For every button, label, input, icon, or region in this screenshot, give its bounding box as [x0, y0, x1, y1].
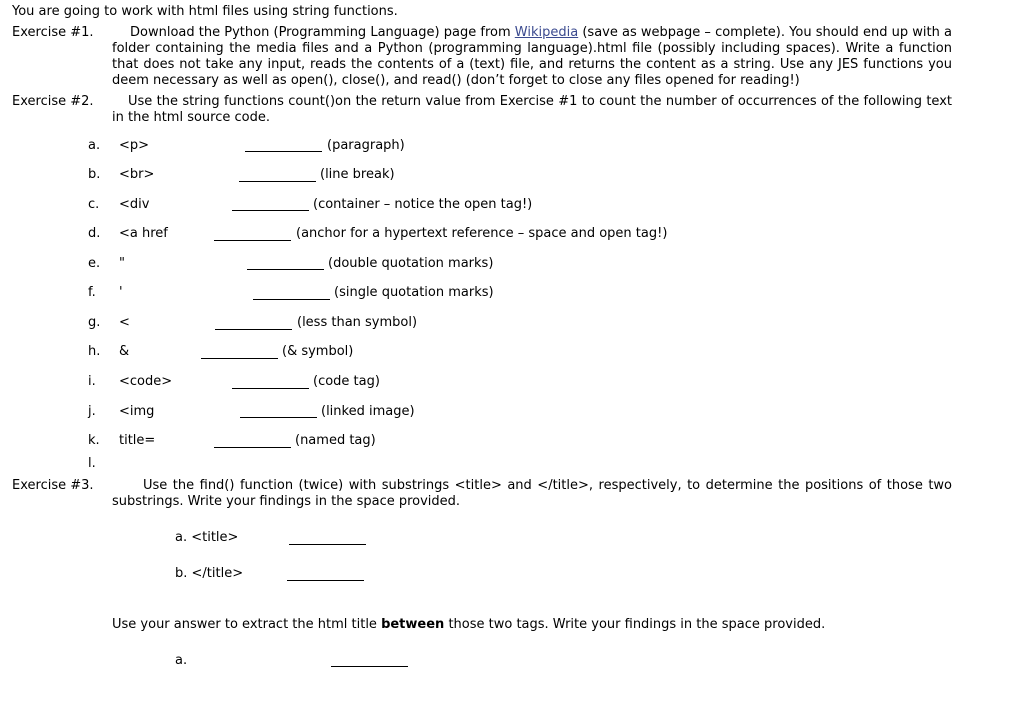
item-token: <div [119, 197, 150, 212]
item-letter: e. [88, 256, 101, 271]
answer-blank[interactable] [215, 329, 292, 330]
item-description: (anchor for a hypertext reference – space and open tag!) [296, 226, 668, 241]
item-letter: i. [88, 374, 96, 389]
item-description: (& symbol) [282, 344, 354, 359]
item-letter: l. [88, 456, 96, 471]
item-letter: h. [88, 344, 101, 359]
item-letter: g. [88, 315, 101, 330]
exercise-1-label: Exercise #1. [12, 25, 94, 40]
answer-blank[interactable] [214, 447, 291, 448]
answer-blank[interactable] [253, 299, 330, 300]
item-description: (single quotation marks) [334, 285, 494, 300]
item-description: (named tag) [295, 433, 376, 448]
extract-instruction [112, 617, 825, 633]
final-item-letter: a. [175, 653, 188, 668]
item-letter: c. [88, 197, 100, 212]
item-token: title= [119, 433, 156, 448]
answer-blank[interactable] [289, 544, 366, 545]
item-token: <p> [119, 138, 150, 153]
item-token: < [119, 315, 130, 330]
item-token: <a href [119, 226, 168, 241]
item-description: (less than symbol) [297, 315, 418, 330]
item-letter: d. [88, 226, 101, 241]
answer-blank[interactable] [287, 580, 364, 581]
answer-blank[interactable] [201, 358, 278, 359]
item-description: (linked image) [321, 404, 415, 419]
answer-blank[interactable] [331, 666, 408, 667]
item-token: " [119, 256, 125, 271]
item-description: (paragraph) [327, 138, 405, 153]
exercise-1-pre-link: Download the Python (Programming Language) page from [130, 25, 515, 40]
item-description: (code tag) [313, 374, 380, 389]
exercise-2-label: Exercise #2. [12, 94, 94, 109]
sub-item-title-close: b. </title> [175, 566, 244, 581]
item-token: & [119, 344, 130, 359]
exercise-3-text: Use the find() function (twice) with substrings <title> and </title>, respectively, to determine the positions of those two substrings. Write your findings in the space provided. [112, 478, 952, 509]
extract-pre: Use your answer to extract the html title [112, 617, 382, 632]
exercise-1-post-link: (save as webpage – complete). You should end up with a folder containing the media files and a Python (programming language).html file (possibly including spaces). Write a function that does not take any input, reads the contents of a (text) file, and returns the content as a string. Use any JES functions you deem necessary as well as open(), close(), and read() (don’t forget to close any files opened for reading!) [112, 25, 952, 88]
item-description: (double quotation marks) [328, 256, 494, 271]
answer-blank[interactable] [245, 151, 322, 152]
item-letter: k. [88, 433, 100, 448]
item-token: <br> [119, 167, 155, 182]
item-letter: b. [88, 167, 101, 182]
wikipedia-link[interactable]: Wikipedia [514, 25, 579, 40]
answer-blank[interactable] [239, 181, 316, 182]
intro-text: You are going to work with html files using string functions. [12, 4, 398, 19]
answer-blank[interactable] [232, 388, 309, 389]
extract-post: those two tags. Write your findings in the space provided. [444, 617, 826, 632]
sub-item-title-open: a. <title> [175, 530, 239, 545]
exercise-1-text [112, 25, 952, 89]
item-token: ' [119, 285, 123, 300]
exercise-2-text: Use the string functions count()on the return value from Exercise #1 to count the number of occurrences of the following text in the html source code. [112, 94, 952, 125]
item-token: <img [119, 404, 155, 419]
answer-blank[interactable] [214, 240, 291, 241]
item-letter: j. [88, 404, 96, 419]
item-letter: f. [88, 285, 96, 300]
answer-blank[interactable] [247, 269, 324, 270]
item-token: <code> [119, 374, 173, 389]
item-description: (container – notice the open tag!) [313, 197, 533, 212]
extract-bold: between [381, 617, 445, 632]
answer-blank[interactable] [232, 210, 309, 211]
answer-blank[interactable] [240, 417, 317, 418]
exercise-3-label: Exercise #3. [12, 478, 94, 493]
item-letter: a. [88, 138, 101, 153]
item-description: (line break) [320, 167, 395, 182]
